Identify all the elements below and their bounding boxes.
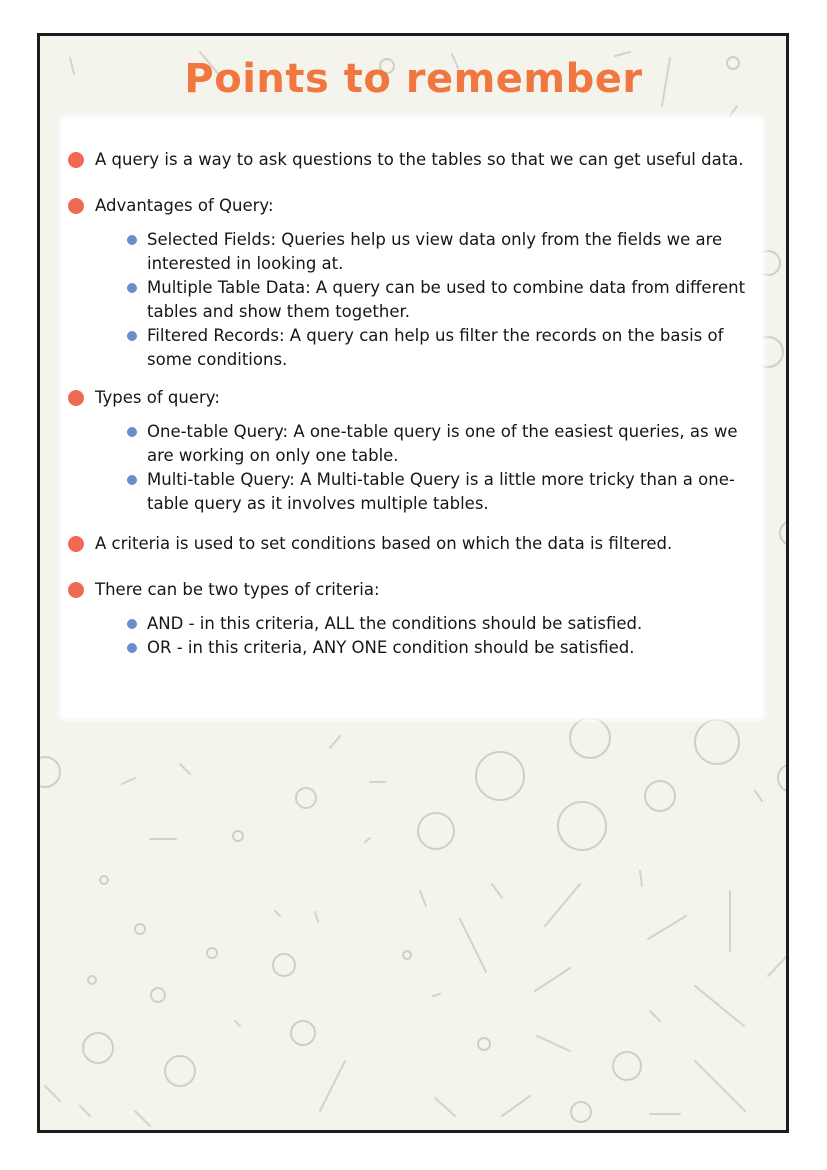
- point-text: A criteria is used to set conditions based on which the data is filtered.: [95, 534, 673, 553]
- blue-bullet-icon: [127, 475, 137, 485]
- list-item-text: Selected Fields: Queries help us view data only from the fields we are interested in looking at.: [147, 230, 723, 273]
- orange-bullet-icon: [68, 152, 84, 168]
- advantages-list: [68, 228, 748, 372]
- list-item-text: AND - in this criteria, ALL the conditions should be satisfied.: [147, 614, 643, 633]
- point-advantages: [68, 194, 748, 218]
- list-item-text: One-table Query: A one-table query is one of the easiest queries, as we are working on only one table.: [147, 422, 738, 465]
- list-item: [147, 324, 748, 372]
- point-query-definition: [68, 148, 748, 172]
- list-item: [147, 276, 748, 324]
- list-item: [147, 636, 748, 660]
- blue-bullet-icon: [127, 643, 137, 653]
- point-text: Advantages of Query:: [95, 196, 274, 215]
- point-text: A query is a way to ask questions to the tables so that we can get useful data.: [95, 150, 744, 169]
- point-text: There can be two types of criteria:: [95, 580, 380, 599]
- list-item-text: Multi-table Query: A Multi-table Query is a little more tricky than a one-table query as it involves multiple tables.: [147, 470, 735, 513]
- point-types: [68, 386, 748, 410]
- list-item: [147, 420, 748, 468]
- list-item: [147, 612, 748, 636]
- orange-bullet-icon: [68, 536, 84, 552]
- orange-bullet-icon: [68, 198, 84, 214]
- list-item-text: Filtered Records: A query can help us filter the records on the basis of some conditions.: [147, 326, 724, 369]
- point-criteria-types: [68, 578, 748, 602]
- blue-bullet-icon: [127, 235, 137, 245]
- orange-bullet-icon: [68, 582, 84, 598]
- point-text: Types of query:: [95, 388, 220, 407]
- criteria-types-list: [68, 612, 748, 660]
- list-item-text: Multiple Table Data: A query can be used to combine data from different tables and show them together.: [147, 278, 746, 321]
- page-title: Points to remember: [184, 56, 643, 102]
- blue-bullet-icon: [127, 331, 137, 341]
- orange-bullet-icon: [68, 390, 84, 406]
- points-list: [68, 148, 748, 670]
- types-list: [68, 420, 748, 516]
- list-item: [147, 228, 748, 276]
- blue-bullet-icon: [127, 619, 137, 629]
- list-item: [147, 468, 748, 516]
- list-item-text: OR - in this criteria, ANY ONE condition should be satisfied.: [147, 638, 635, 657]
- blue-bullet-icon: [127, 283, 137, 293]
- blue-bullet-icon: [127, 427, 137, 437]
- point-criteria: [68, 532, 748, 556]
